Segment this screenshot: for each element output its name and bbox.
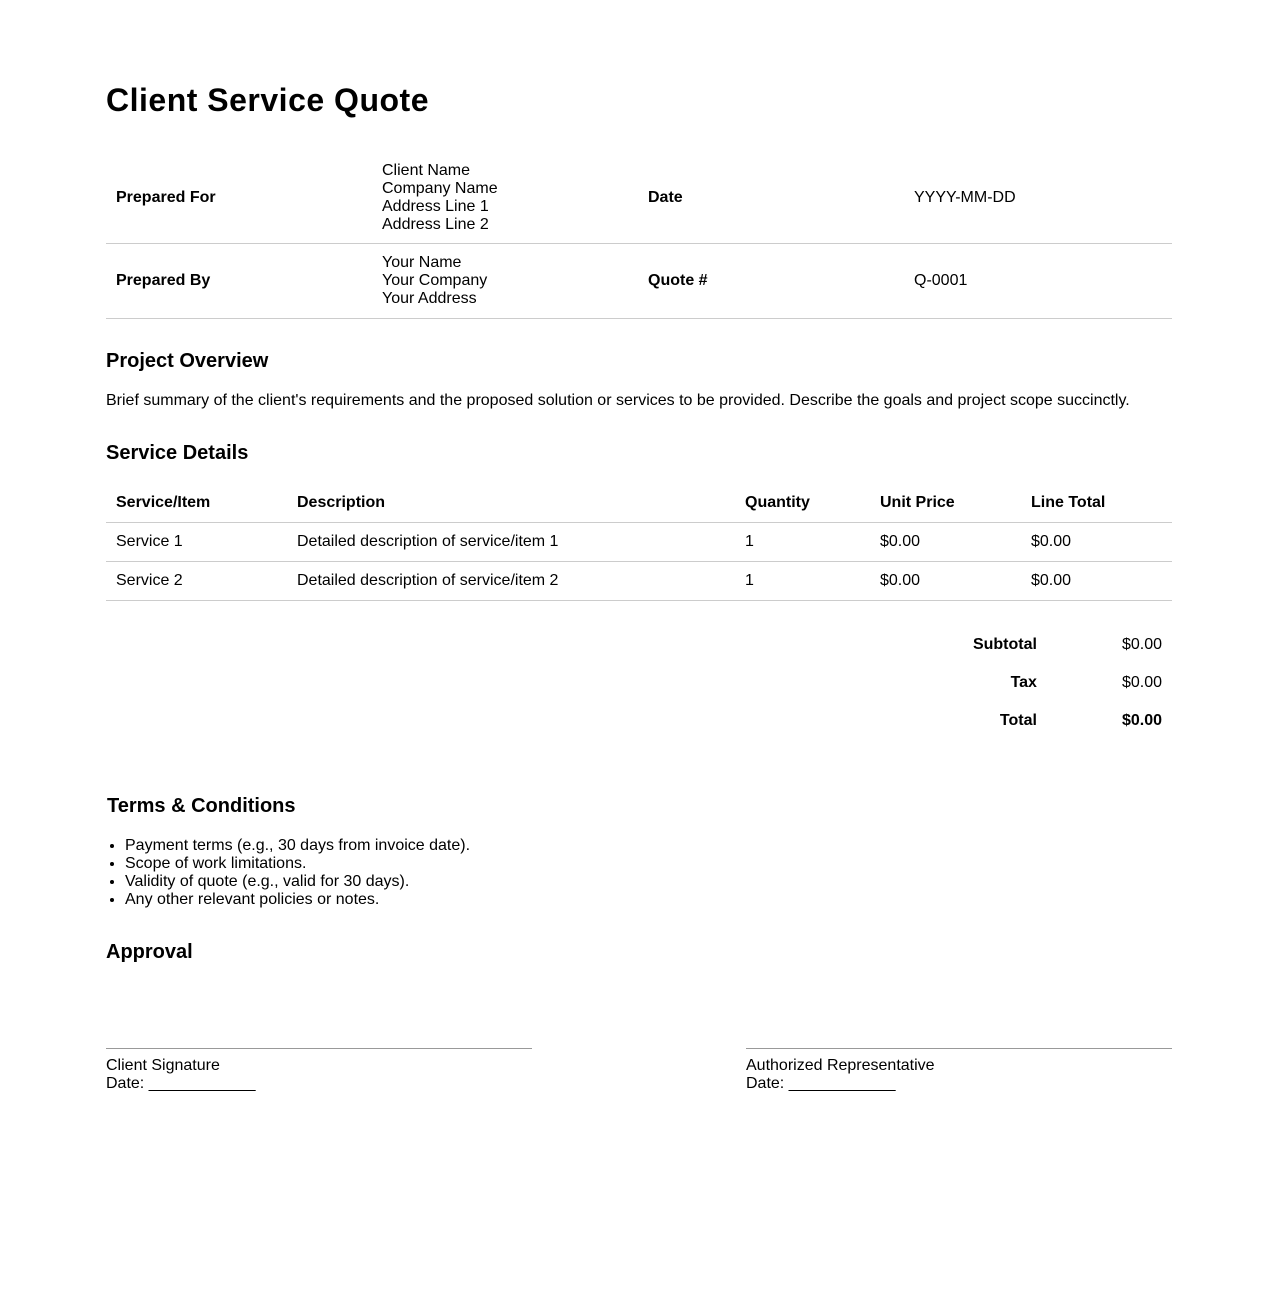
service-details-table [106,484,1172,601]
quote-number-value: Q-0001 [904,243,1172,318]
approval-heading: Approval [106,941,193,963]
quote-info-table [106,154,1172,319]
client-signature-block [106,1048,532,1093]
column-header-unit-price: Unit Price [870,484,1021,523]
table-row [106,523,1172,562]
prepared-for-label: Prepared For [106,154,372,243]
date-label: Date [638,154,904,243]
service-name: Service 2 [106,562,287,601]
total-label: Total [999,712,1037,729]
prepared-by-value [372,243,638,318]
your-address: Your Address [382,289,477,307]
column-header-quantity: Quantity [735,484,870,523]
terms-list [106,837,470,909]
prepared-for-row [106,154,1172,243]
service-name: Service 1 [106,523,287,562]
client-company: Company Name [382,180,498,198]
project-overview-text: Brief summary of the client's requirements and the proposed solution or services to be provided. Describe the goals and project scope succinctly. [106,392,1130,409]
service-description: Detailed description of service/item 1 [287,523,735,562]
subtotal-value: $0.00 [1121,636,1162,653]
service-line-total: $0.00 [1021,562,1172,601]
your-company: Your Company [382,271,488,289]
representative-signature-block [746,1048,1172,1093]
prepared-for-value [372,154,638,243]
prepared-by-label: Prepared By [106,243,372,318]
representative-signature-label: Authorized Representative [746,1057,935,1074]
column-header-description: Description [287,484,735,523]
terms-item: • Payment terms (e.g., 30 days from invoice date). [125,837,470,855]
representative-signature-date: Date: ____________ [746,1075,896,1092]
total-value: $0.00 [1121,712,1162,729]
client-name: Client Name [382,162,471,180]
terms-item: • Scope of work limitations. [125,855,470,873]
terms-item: • Any other relevant policies or notes. [125,891,470,909]
service-unit-price: $0.00 [870,562,1021,601]
totals-table [962,626,1172,740]
client-address-2: Address Line 2 [382,216,489,234]
client-signature-label: Client Signature [106,1057,220,1074]
terms-item: • Validity of quote (e.g., valid for 30 days). [125,873,470,891]
prepared-by-row [106,243,1172,318]
service-description: Detailed description of service/item 2 [287,562,735,601]
subtotal-label: Subtotal [972,636,1037,653]
service-details-heading: Service Details [106,442,249,464]
project-overview-heading: Project Overview [106,350,269,372]
tax-value: $0.00 [1121,674,1162,691]
column-header-line-total: Line Total [1021,484,1172,523]
quote-number-label: Quote # [638,243,904,318]
tax-label: Tax [1010,674,1037,691]
terms-heading: Terms & Conditions [107,795,296,817]
total-row [962,702,1172,740]
client-address-1: Address Line 1 [382,198,489,216]
column-header-service: Service/Item [106,484,287,523]
client-signature-date: Date: ____________ [106,1075,256,1092]
service-quantity: 1 [735,523,870,562]
table-row [106,562,1172,601]
your-name: Your Name [382,253,462,271]
service-line-total: $0.00 [1021,523,1172,562]
date-value: YYYY-MM-DD [904,154,1172,243]
subtotal-row [962,626,1172,664]
service-quantity: 1 [735,562,870,601]
page-title: Client Service Quote [106,82,429,118]
tax-row [962,664,1172,702]
table-header-row [106,484,1172,523]
service-unit-price: $0.00 [870,523,1021,562]
